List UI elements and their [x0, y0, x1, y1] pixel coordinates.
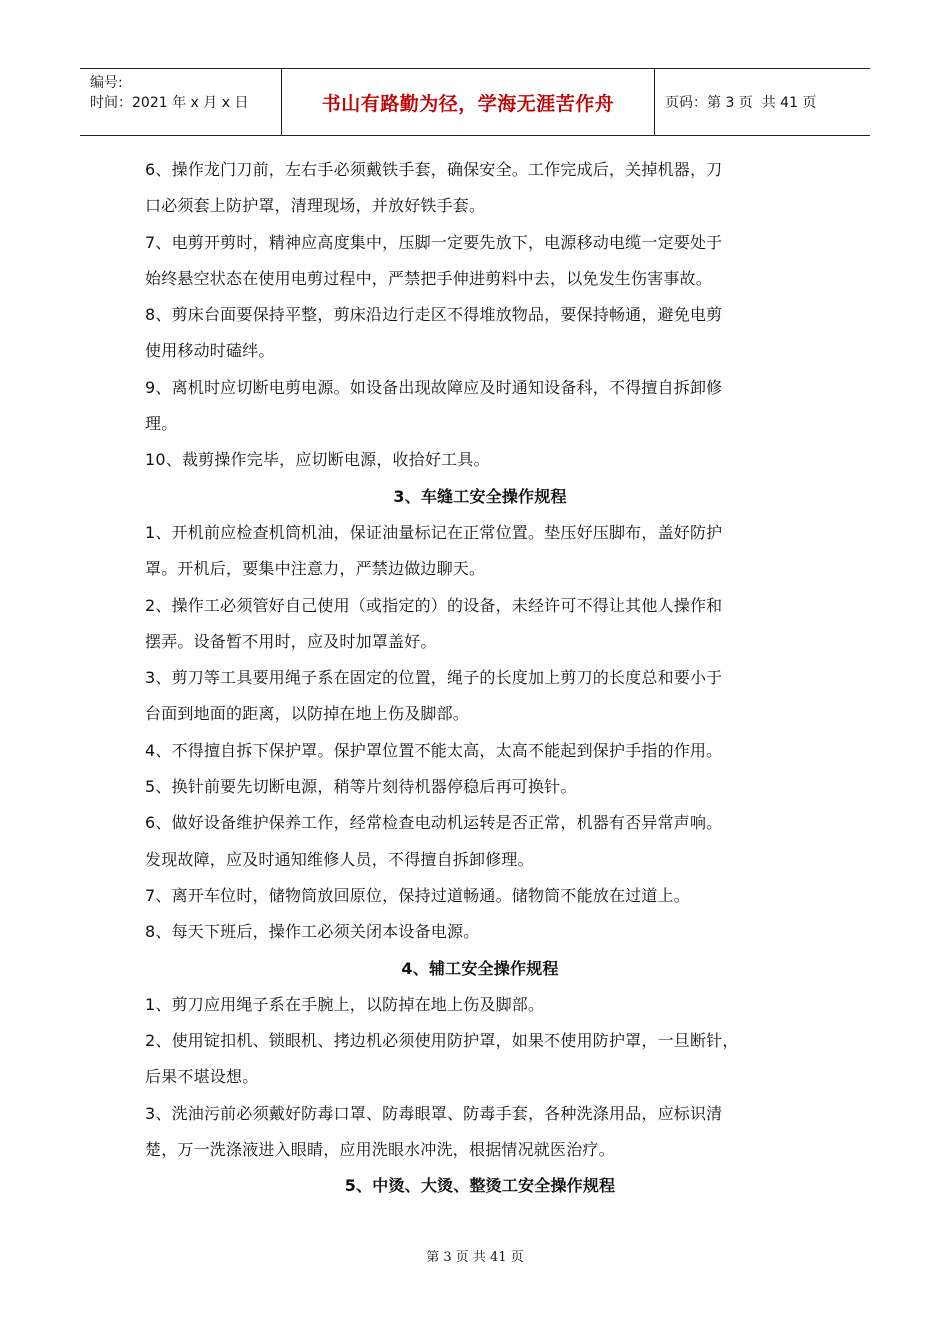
page-footer: 第 3 页 共 41 页 — [426, 1250, 524, 1265]
document-number-label: 编号: — [90, 75, 123, 91]
body-text-line: 6、做好设备维护保养工作，经常检查电动机运转是否正常，机器有否异常声响。 — [145, 813, 723, 833]
section-heading: 4、辅工安全操作规程 — [401, 958, 559, 978]
body-text-line: 3、洗油污前必须戴好防毒口罩、防毒眼罩、防毒手套，各种洗涤用品，应标识清 — [145, 1103, 723, 1123]
section-heading: 5、中烫、大烫、整烫工安全操作规程 — [344, 1176, 616, 1196]
body-text-line: 7、电剪开剪时，精神应高度集中，压脚一定要先放下，电源移动电缆一定要处于 — [145, 232, 723, 252]
body-text-line: 10、裁剪操作完毕，应切断电源，收拾好工具。 — [145, 450, 490, 470]
body-text-line: 2、操作工必须管好自己使用（或指定的）的设备，未经许可不得让其他人操作和 — [145, 595, 723, 615]
body-text-line: 7、离开车位时，储物筒放回原位，保持过道畅通。储物筒不能放在过道上。 — [145, 885, 690, 905]
body-text-line: 楚，万一洗涤液进入眼睛，应用洗眼水冲洗，根据情况就医治疗。 — [145, 1140, 615, 1160]
body-text-line: 台面到地面的距离，以防掉在地上伤及脚部。 — [145, 704, 470, 724]
document-header — [80, 68, 870, 136]
body-text-line: 口必须套上防护罩，清理现场，并放好铁手套。 — [145, 196, 486, 216]
body-text-line: 2、使用锭扣机、锁眼机、拷边机必须使用防护罩，如果不使用防护罩，一旦断针， — [145, 1031, 739, 1051]
body-text-line: 1、开机前应检查机筒机油，保证油量标记在正常位置。垫压好压脚布，盖好防护 — [145, 522, 723, 542]
body-text-line: 4、不得擅自拆下保护罩。保护罩位置不能太高，太高不能起到保护手指的作用。 — [145, 740, 723, 760]
body-text-line: 发现故障，应及时通知维修人员，不得擅自拆卸修理。 — [145, 849, 534, 869]
header-meta — [80, 69, 282, 135]
body-text-line: 8、每天下班后，操作工必须关闭本设备电源。 — [145, 922, 480, 942]
body-text-line: 6、操作龙门刀前，左右手必须戴铁手套，确保安全。工作完成后，关掉机器，刀 — [145, 160, 723, 179]
body-text-line: 5、换针前要先切断电源，稍等片刻待机器停稳后再可换针。 — [145, 777, 577, 797]
header-motto: 书山有路勤为径，学海无涯苦作舟 — [282, 69, 655, 135]
body-text-line: 使用移动时磕绊。 — [145, 341, 275, 361]
section-heading: 3、车缝工安全操作规程 — [393, 486, 567, 506]
document-date: 时间：2021 年 x 月 x 日 — [90, 95, 249, 111]
body-text-line: 罩。开机后，要集中注意力，严禁边做边聊天。 — [145, 559, 486, 579]
body-text-line: 后果不堪设想。 — [145, 1067, 259, 1087]
body-text-line: 理。 — [145, 414, 178, 434]
document-body — [145, 152, 815, 1205]
body-text-line: 8、剪床台面要保持平整，剪床沿边行走区不得堆放物品，要保持畅通，避免电剪 — [145, 305, 723, 325]
body-text-line: 始终悬空状态在使用电剪过程中，严禁把手伸进剪料中去，以免发生伤害事故。 — [145, 268, 713, 288]
body-text-line: 1、剪刀应用绳子系在手腕上，以防掉在地上伤及脚部。 — [145, 994, 545, 1014]
body-text-line: 3、剪刀等工具要用绳子系在固定的位置，绳子的长度加上剪刀的长度总和要小于 — [145, 668, 723, 688]
body-text-line: 摆弄。设备暂不用时，应及时加罩盖好。 — [145, 631, 437, 651]
header-page-info: 页码：第 3 页 共 41 页 — [665, 95, 817, 111]
body-text-line: 9、离机时应切断电剪电源。如设备出现故障应及时通知设备科，不得擅自拆卸修 — [145, 377, 723, 397]
